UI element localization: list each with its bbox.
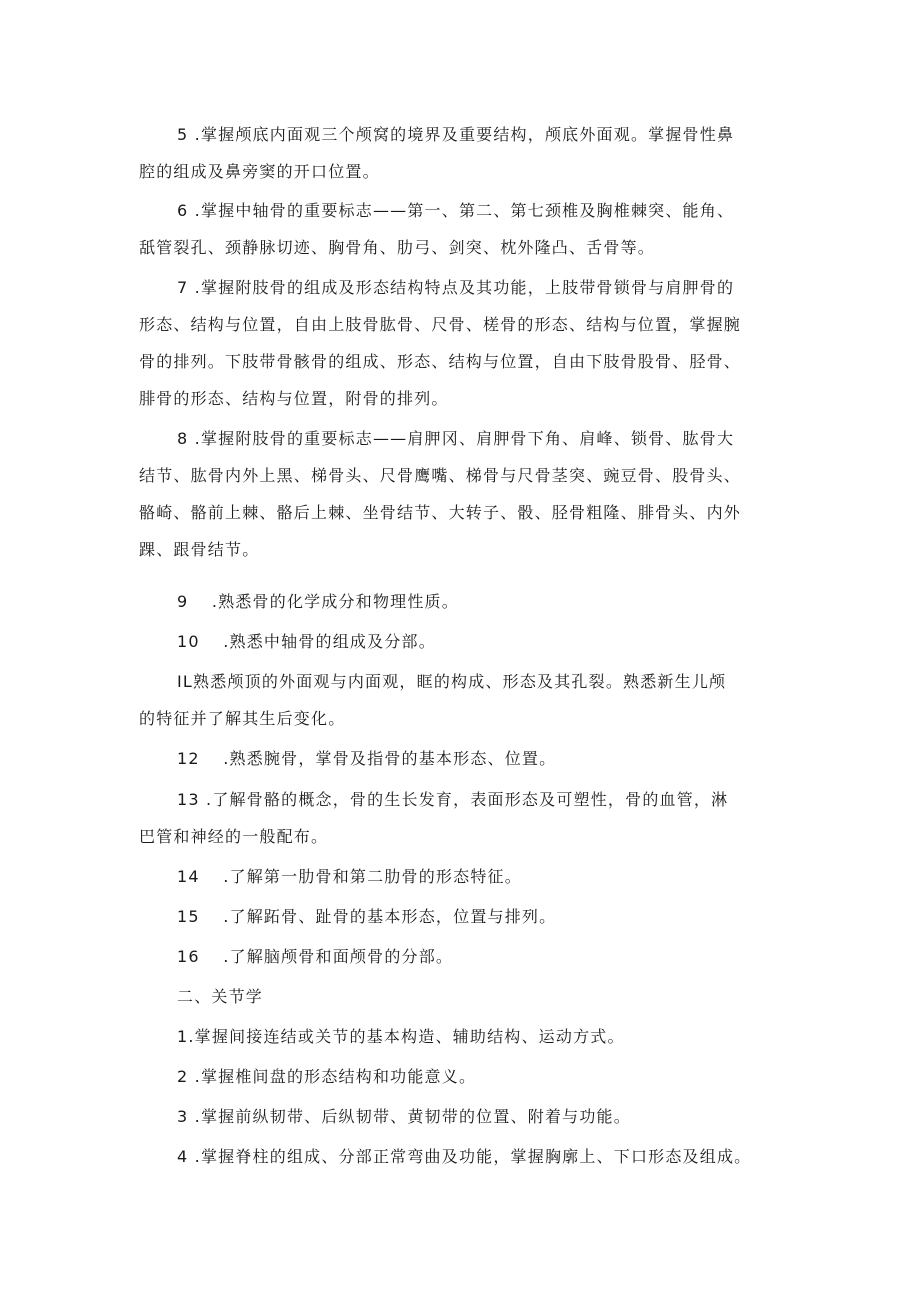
paragraph-joint-3	[139, 1098, 631, 1135]
text-line: 腔的组成及鼻旁窦的开口位置。	[139, 162, 380, 181]
text-line: 16 .了解脑颅骨和面颅骨的分部。	[177, 947, 454, 966]
paragraph-skull-base	[139, 116, 734, 190]
paragraph-joint-1	[139, 1018, 625, 1055]
paragraph-joint-2	[139, 1058, 476, 1095]
text-line: 13 .了解骨骼的概念，骨的生长发育，表面形态及可塑性，骨的血管，淋	[177, 790, 729, 809]
paragraph-item-13	[139, 781, 728, 855]
text-line: IL熟悉颅顶的外面观与内面观，眶的构成、形态及其孔裂。熟悉新生儿颅	[177, 672, 727, 691]
text-line: 1.掌握间接连结或关节的基本构造、辅助结构、运动方式。	[177, 1027, 625, 1046]
paragraph-appendicular-structure	[139, 269, 741, 417]
text-line: 15 .了解跖骨、趾骨的基本形态，位置与排列。	[177, 907, 557, 926]
text-line: 腓骨的形态、结构与位置，附骨的排列。	[139, 389, 449, 408]
text-line: 4 .掌握脊柱的组成、分部正常弯曲及功能，掌握胸廓上、下口形态及组成。	[177, 1147, 752, 1166]
text-line: 舐管裂孔、颈静脉切迹、胸骨角、肋弓、剑突、枕外隆凸、舌骨等。	[139, 238, 656, 257]
text-line: 形态、结构与位置，自由上肢骨肱骨、尺骨、槎骨的形态、结构与位置，掌握腕	[139, 315, 742, 334]
section-heading-arthrology	[139, 978, 263, 1015]
paragraph-item-15	[139, 898, 556, 935]
paragraph-item-14	[139, 858, 522, 895]
paragraph-appendicular-landmarks	[139, 420, 741, 568]
text-line: 2 .掌握椎间盘的形态结构和功能意义。	[177, 1067, 477, 1086]
text-line: 的特征并了解其生后变化。	[139, 709, 346, 728]
paragraph-axial-landmarks	[139, 192, 734, 266]
text-line: 9 .熟悉骨的化学成分和物理性质。	[177, 592, 459, 611]
paragraph-joint-4	[139, 1138, 751, 1175]
text-line: 14 .了解第一肋骨和第二肋骨的形态特征。	[177, 867, 522, 886]
text-line: 3 .掌握前纵韧带、后纵韧带、黄韧带的位置、附着与功能。	[177, 1107, 631, 1126]
paragraph-item-11	[139, 663, 726, 737]
text-line: 12 .熟悉腕骨，掌骨及指骨的基本形态、位置。	[177, 749, 557, 768]
paragraph-item-9	[139, 583, 459, 620]
text-line: 骨的排列。下肢带骨骸骨的组成、形态、结构与位置，自由下肢骨股骨、胫骨、	[139, 352, 742, 371]
text-line: 5 .掌握颅底内面观三个颅窝的境界及重要结构，颅底外面观。掌握骨性鼻	[177, 125, 735, 144]
paragraph-item-12	[139, 740, 556, 777]
text-line: 7 .掌握附肢骨的组成及形态结构特点及其功能，上肢带骨锁骨与肩胛骨的	[177, 278, 735, 297]
text-line: 踝、跟骨结节。	[139, 540, 260, 559]
text-line: 结节、肱骨内外上黑、梯骨头、尺骨鹰嘴、梯骨与尺骨茎突、豌豆骨、股骨头、	[139, 466, 742, 485]
text-line: 二、关节学	[177, 987, 264, 1006]
text-line: 6 .掌握中轴骨的重要标志——第一、第二、第七颈椎及胸椎棘突、能角、	[177, 201, 735, 220]
text-line: 巴管和神经的一般配布。	[139, 827, 329, 846]
paragraph-item-16	[139, 938, 453, 975]
paragraph-item-10	[139, 623, 436, 660]
text-line: 骼崎、骼前上棘、骼后上棘、坐骨结节、大转子、骰、胫骨粗隆、腓骨头、内外	[139, 503, 742, 522]
text-line: 8 .掌握附肢骨的重要标志——肩胛冈、肩胛骨下角、肩峰、锁骨、肱骨大	[177, 429, 735, 448]
text-line: 10 .熟悉中轴骨的组成及分部。	[177, 632, 436, 651]
